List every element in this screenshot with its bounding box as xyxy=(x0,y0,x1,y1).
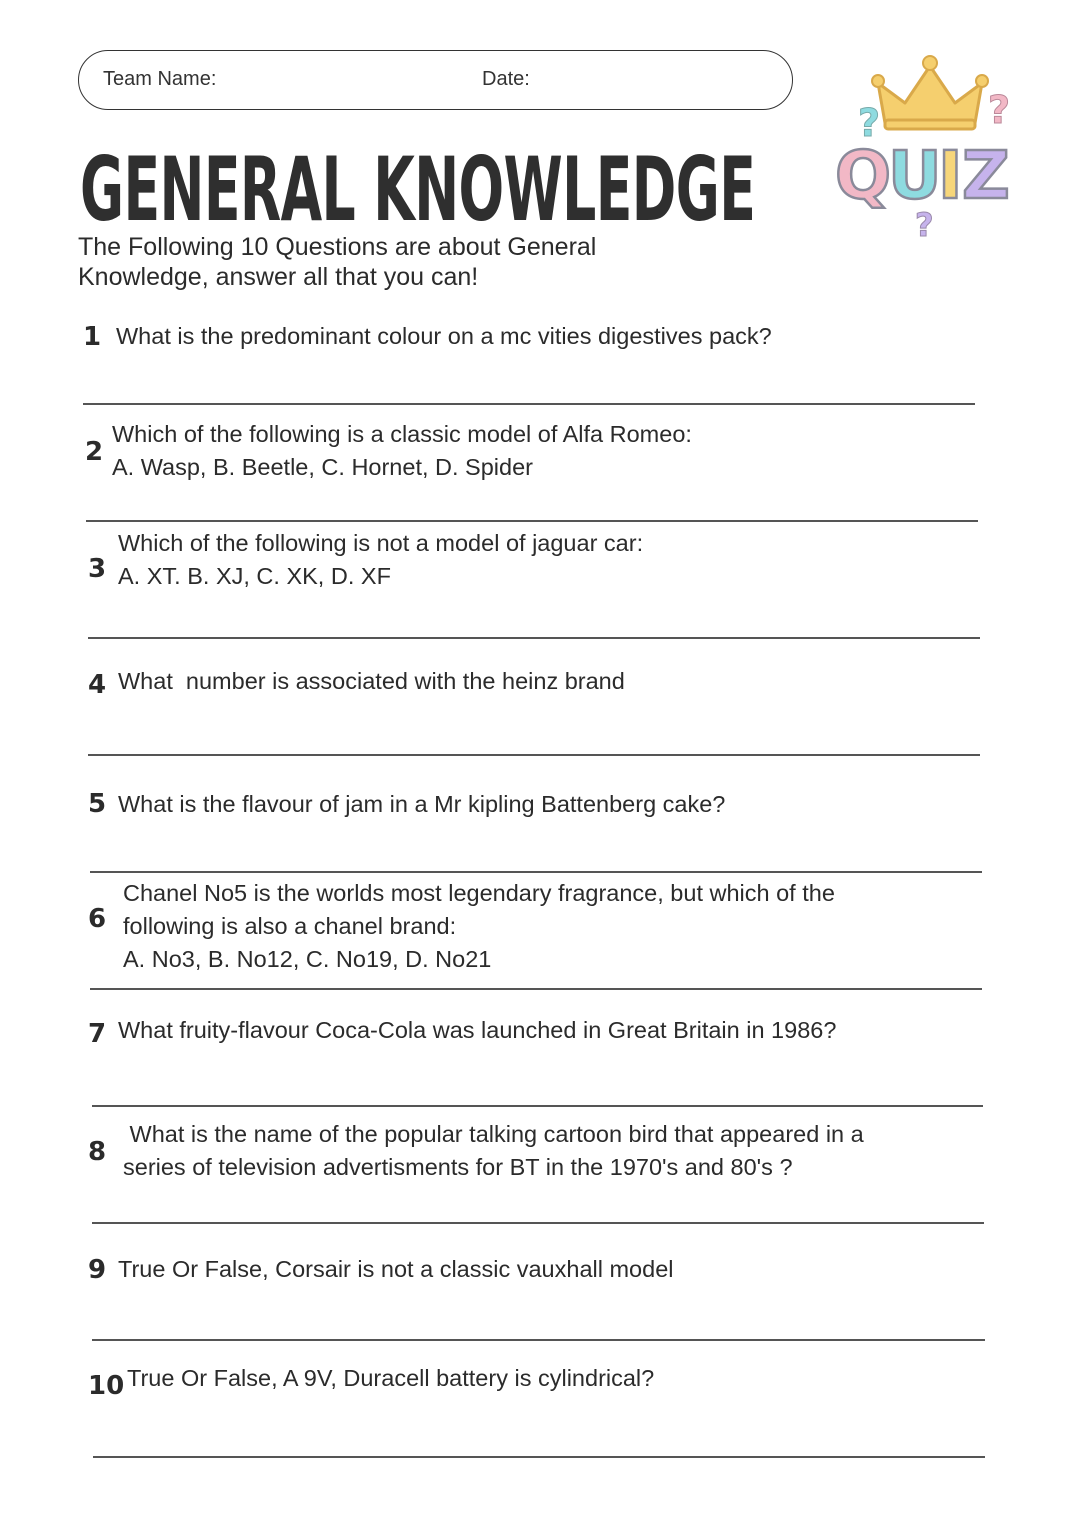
question-number: 3 xyxy=(88,554,107,584)
answer-line[interactable] xyxy=(93,1456,985,1458)
answer-line[interactable] xyxy=(92,1339,985,1341)
intro-text: The Following 10 Questions are about General Knowledge, answer all that you can! xyxy=(78,233,597,291)
question-text: A. Wasp, B. Beetle, C. Hornet, D. Spider xyxy=(112,454,533,480)
svg-text:Q: Q xyxy=(835,137,892,214)
question-number: 5 xyxy=(88,789,107,819)
question-text: True Or False, A 9V, Duracell battery is cylindrical? xyxy=(127,1365,655,1391)
question-number: 2 xyxy=(85,437,104,467)
question-text: What is the name of the popular talking cartoon bird that appeared in a xyxy=(123,1121,864,1147)
svg-text:I: I xyxy=(938,137,963,214)
question-text: Which of the following is a classic model of Alfa Romeo: xyxy=(112,421,692,447)
question-number: 10 xyxy=(88,1371,125,1401)
answer-line[interactable] xyxy=(86,520,978,522)
crown-icon xyxy=(872,56,988,129)
answer-line[interactable] xyxy=(92,1105,983,1107)
answer-line[interactable] xyxy=(88,754,980,756)
question-text: What is the predominant colour on a mc vities digestives pack? xyxy=(116,323,772,349)
team-name-label: Team Name: xyxy=(103,68,217,90)
question-number: 1 xyxy=(83,322,102,352)
svg-text:Z: Z xyxy=(962,137,1010,214)
question-text: What fruity-flavour Coca-Cola was launched in Great Britain in 1986? xyxy=(118,1017,837,1043)
question-text: Which of the following is not a model of jaguar car: xyxy=(118,530,644,556)
question-text: Chanel No5 is the worlds most legendary fragrance, but which of the xyxy=(123,880,835,906)
question-text: True Or False, Corsair is not a classic vauxhall model xyxy=(118,1256,674,1282)
question-number: 6 xyxy=(88,904,107,934)
question-mark-icon: ? xyxy=(858,101,881,145)
page-title: GENERAL KNOWLEDGE xyxy=(80,138,756,241)
question-text: What number is associated with the heinz brand xyxy=(118,668,625,694)
date-label: Date: xyxy=(482,68,530,90)
answer-line[interactable] xyxy=(90,988,982,990)
answer-line[interactable] xyxy=(92,1222,984,1224)
question-number: 8 xyxy=(88,1137,107,1167)
question-number: 4 xyxy=(88,670,107,700)
question-text: following is also a chanel brand: xyxy=(123,913,457,939)
question-mark-icon: ? xyxy=(988,88,1011,132)
question-number: 7 xyxy=(88,1019,107,1049)
question-text: A. XT. B. XJ, C. XK, D. XF xyxy=(118,563,391,589)
quiz-logo xyxy=(830,48,1030,248)
question-text: What is the flavour of jam in a Mr kipling Battenberg cake? xyxy=(118,791,726,817)
team-date-box xyxy=(78,50,793,110)
svg-text:U: U xyxy=(888,137,942,214)
question-mark-icon: ? xyxy=(915,206,934,244)
question-text: series of television advertisments for BT in the 1970's and 80's ? xyxy=(123,1154,793,1180)
question-text: A. No3, B. No12, C. No19, D. No21 xyxy=(123,946,492,972)
answer-line[interactable] xyxy=(90,871,982,873)
answer-line[interactable] xyxy=(83,403,975,405)
question-number: 9 xyxy=(88,1255,107,1285)
answer-line[interactable] xyxy=(88,637,980,639)
